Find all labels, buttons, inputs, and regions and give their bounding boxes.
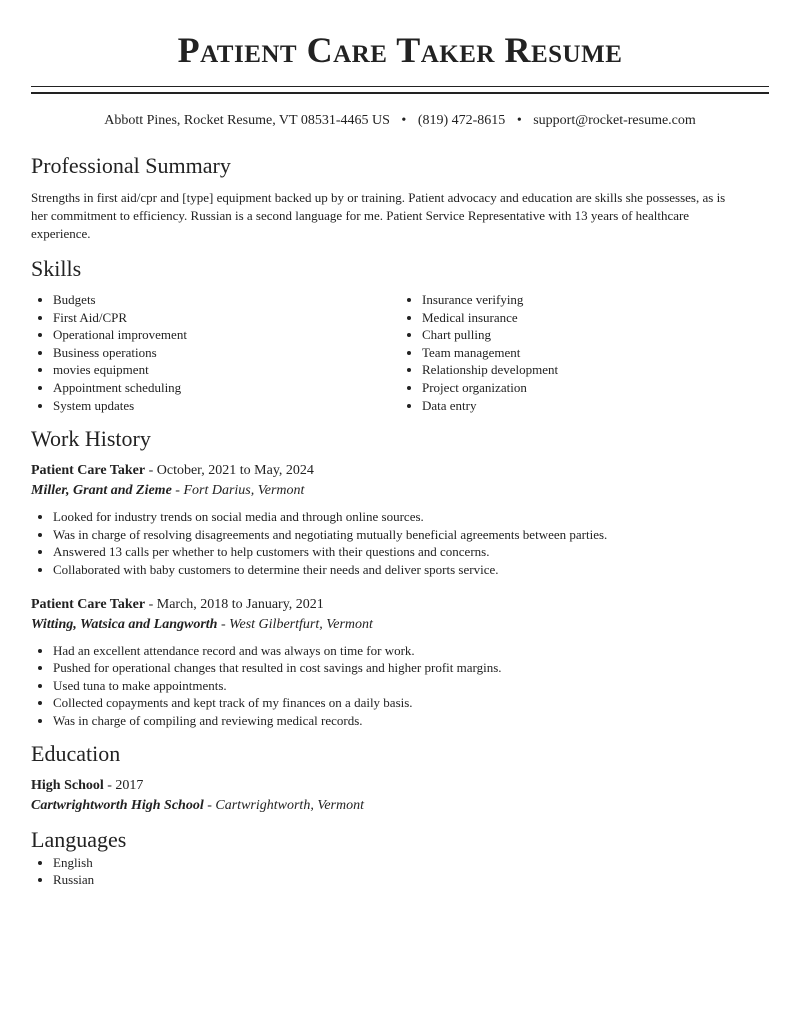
degree: High School <box>31 777 104 793</box>
employer-name: Miller, Grant and Zieme <box>31 483 172 499</box>
job-entry <box>31 461 769 578</box>
resume-title: Patient Care Taker Resume <box>177 30 623 70</box>
job-duty: • Had an excellent attendance record and was always on time for work. <box>53 642 769 660</box>
title-divider <box>31 86 769 94</box>
skill-item: • System updates <box>53 397 400 415</box>
skill-item: • Operational improvement <box>53 326 400 344</box>
job-dates: - October, 2021 to May, 2024 <box>145 463 314 479</box>
contact-email[interactable]: support@rocket-resume.com <box>533 113 696 128</box>
school-line <box>31 796 769 816</box>
skills-grid <box>31 291 769 414</box>
skill-item: • Medical insurance <box>422 309 769 327</box>
employer-line <box>31 481 769 501</box>
employer-name: Witting, Watsica and Langworth <box>31 616 218 632</box>
job-duty: • Was in charge of compiling and reviewing medical records. <box>53 712 769 730</box>
graduation-year: - 2017 <box>103 777 144 793</box>
skill-item: • Team management <box>422 344 769 362</box>
skill-item: • Data entry <box>422 397 769 415</box>
skill-item: • Insurance verifying <box>422 291 769 309</box>
skill-item: • First Aid/CPR <box>53 309 400 327</box>
job-title: Patient Care Taker <box>31 596 146 612</box>
summary-heading: Professional Summary <box>31 153 231 178</box>
employer-location: - Fort Darius, Vermont <box>171 483 305 499</box>
skill-item: • Appointment scheduling <box>53 379 400 397</box>
job-title-line <box>31 461 769 481</box>
skills-heading: Skills <box>31 256 82 281</box>
language-item: • Russian <box>53 871 769 889</box>
job-entry <box>31 595 769 730</box>
job-duties <box>31 642 769 730</box>
school-location: - Cartwrightworth, Vermont <box>203 797 364 813</box>
skills-right-column <box>400 291 769 414</box>
languages-heading: Languages <box>31 826 127 852</box>
job-duty: • Collected copayments and kept track of my finances on a daily basis. <box>53 694 769 712</box>
education-heading: Education <box>31 740 121 766</box>
contact-phone: (819) 472-8615 <box>417 113 506 128</box>
work-history-section <box>31 425 769 729</box>
job-duty: • Pushed for operational changes that resulted in cost savings and higher profit margins. <box>53 659 769 677</box>
work-history-heading: Work History <box>31 426 151 452</box>
skill-item: • Chart pulling <box>422 326 769 344</box>
job-duty: • Was in charge of resolving disagreements and negotiating mutually beneficial agreements between parties. <box>53 526 769 544</box>
job-duty: • Looked for industry trends on social media and through online sources. <box>53 508 769 526</box>
job-duties <box>31 508 769 578</box>
job-duty: • Answered 13 calls per whether to help customers with their questions and concerns. <box>53 543 769 561</box>
employer-location: - West Gilbertfurt, Vermont <box>217 616 373 632</box>
school-name: Cartwrightworth High School <box>31 797 204 813</box>
skill-item: • Project organization <box>422 379 769 397</box>
skill-item: • movies equipment <box>53 361 400 379</box>
job-dates: - March, 2018 to January, 2021 <box>145 596 324 612</box>
job-duty: • Used tuna to make appointments. <box>53 677 769 695</box>
contact-line <box>31 111 769 131</box>
contact-address: Abbott Pines, Rocket Resume, VT 08531-4465 US <box>104 113 390 128</box>
degree-line <box>31 776 769 796</box>
job-title: Patient Care Taker <box>31 463 146 479</box>
skill-item: • Business operations <box>53 344 400 362</box>
contact-separator: • <box>516 113 522 128</box>
employer-line <box>31 615 769 635</box>
languages-section <box>31 826 769 889</box>
education-entry <box>31 776 769 816</box>
skills-section <box>31 255 769 414</box>
summary-section <box>31 152 769 243</box>
language-item: • English <box>53 854 769 872</box>
contact-separator: • <box>401 113 407 128</box>
languages-list <box>31 854 769 889</box>
education-section <box>31 740 769 816</box>
summary-text: Strengths in first aid/cpr and [type] equipment backed up by or training. Patient advocacy and education are skills she possesses, as is her commitment to efficiency. Russian is a second language for me. Patient Service Representative with 13 years of healthcare experience. <box>31 190 726 241</box>
skill-item: • Relationship development <box>422 361 769 379</box>
skill-item: • Budgets <box>53 291 400 309</box>
job-duty: • Collaborated with baby customers to determine their needs and deliver sports service. <box>53 561 769 579</box>
skills-left-column <box>31 291 400 414</box>
job-title-line <box>31 595 769 615</box>
